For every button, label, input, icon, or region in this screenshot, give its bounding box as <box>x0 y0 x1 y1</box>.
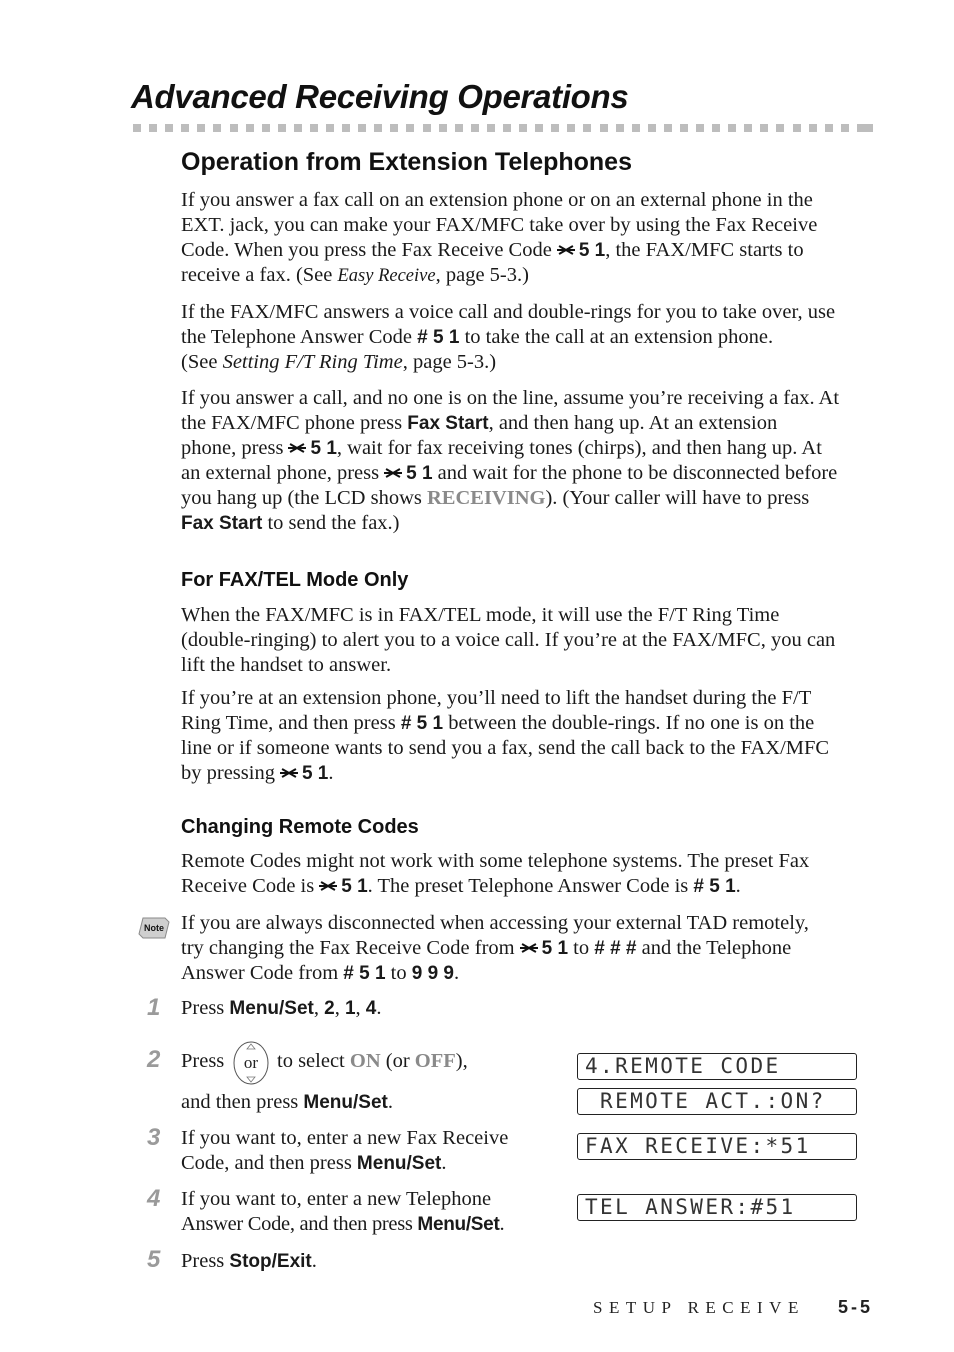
step-number: 3 <box>147 1124 161 1151</box>
paragraph-remote-codes <box>181 849 881 899</box>
lcd-display-line: REMOTE ACT.:ON? <box>577 1088 857 1115</box>
rule-dot <box>664 124 672 132</box>
rule-dot <box>246 124 254 132</box>
note-icon <box>138 916 170 940</box>
text-line: Code. When you press the Fax Receive Code 5 1, the FAX/MFC starts to <box>181 239 804 261</box>
rule-dot <box>865 124 873 132</box>
rule-dot <box>165 124 173 132</box>
text-line: If you’re at an extension phone, you’ll need to lift the handset during the F/T <box>181 687 812 709</box>
text-line: If the FAX/MFC answers a voice call and double-rings for you to take over, use <box>181 301 836 323</box>
star-key-icon <box>280 766 298 780</box>
text-line: phone, press 5 1, wait for fax receiving tones (chirps), and then hang up. At <box>181 437 822 459</box>
text-line: If you are always disconnected when accessing your external TAD remotely, <box>181 912 809 934</box>
rule-dot <box>503 124 511 132</box>
star-key-icon <box>319 879 337 893</box>
rule-dot <box>583 124 591 132</box>
rule-dot <box>278 124 286 132</box>
note-icon-label: Note <box>144 923 164 933</box>
text-line: lift the handset to answer. <box>181 654 392 676</box>
rule-dot <box>696 124 704 132</box>
rule-dot <box>471 124 479 132</box>
lcd-display-line: 4.REMOTE CODE <box>577 1053 857 1080</box>
rule-dot <box>680 124 688 132</box>
rule-dot <box>230 124 238 132</box>
text-line: EXT. jack, you can make your FAX/MFC take over by using the Fax Receive <box>181 214 818 236</box>
text-line: by pressing 5 1. <box>181 762 334 784</box>
chapter-title: Advanced Receiving Operations <box>131 78 629 115</box>
text-line: receive a fax. (See Easy Receive, page 5-3.) <box>181 264 529 286</box>
rule-dot <box>744 124 752 132</box>
text-line: Ring Time, and then press # 5 1 between the double-rings. If no one is on the <box>181 712 815 734</box>
subsection-title-remote-codes: Changing Remote Codes <box>181 816 419 838</box>
subsection-title-fax-tel: For FAX/TEL Mode Only <box>181 569 409 591</box>
rule-dot <box>567 124 575 132</box>
rule-dot <box>262 124 270 132</box>
lcd-display-line: FAX RECEIVE:*51 <box>577 1133 857 1160</box>
star-key-icon <box>384 466 402 480</box>
paragraph-fax-tel-mode <box>181 603 881 678</box>
rule-dot <box>455 124 463 132</box>
dotted-rule <box>133 124 873 132</box>
text-line: Receive Code is 5 1. The preset Telephone Answer Code is # 5 1. <box>181 875 741 897</box>
rule-dot <box>551 124 559 132</box>
rule-dot <box>342 124 350 132</box>
rule-dot <box>487 124 495 132</box>
text-line: If you answer a fax call on an extension phone or on an external phone in the <box>181 189 813 211</box>
text-line: you hang up (the LCD shows RECEIVING). (Your caller will have to press <box>181 487 810 509</box>
step-1-text: Press Menu/Set, 2, 1, 4. <box>181 997 382 1019</box>
text-line: When the FAX/MFC is in FAX/TEL mode, it will use the F/T Ring Time <box>181 604 780 626</box>
rule-dot <box>648 124 656 132</box>
rule-dot <box>181 124 189 132</box>
rule-dot <box>600 124 608 132</box>
text-line: the FAX/MFC phone press Fax Start, and then hang up. At an extension <box>181 412 778 434</box>
rule-dot <box>616 124 624 132</box>
rule-dot <box>825 124 833 132</box>
up-down-arrow-key-icon <box>232 1040 270 1086</box>
step-5-text: Press Stop/Exit. <box>181 1250 317 1272</box>
step-number: 2 <box>147 1046 161 1073</box>
star-key-icon <box>557 243 575 257</box>
rule-dot <box>310 124 318 132</box>
note-text <box>181 911 881 986</box>
rule-dot <box>712 124 720 132</box>
step-2-then: and then press Menu/Set. <box>181 1091 393 1113</box>
star-key-icon <box>520 941 538 955</box>
rule-dot <box>809 124 817 132</box>
step-number: 4 <box>147 1185 161 1212</box>
paragraph-no-one-on-line <box>181 386 881 536</box>
rule-dot <box>793 124 801 132</box>
rule-dot <box>197 124 205 132</box>
rule-dot <box>519 124 527 132</box>
paragraph-extension-phone <box>181 686 881 786</box>
footer-page-number: 5-5 <box>838 1297 874 1317</box>
rule-dot <box>390 124 398 132</box>
text-line: (double-ringing) to alert you to a voice call. If you’re at the FAX/MFC, you can <box>181 629 836 651</box>
footer-section-name: SETUP RECEIVE <box>593 1298 805 1317</box>
rule-dot <box>776 124 784 132</box>
paragraph-intro <box>181 188 881 289</box>
paragraph-voice-call <box>181 300 881 375</box>
text-line: line or if someone wants to send you a fax, send the call back to the FAX/MFC <box>181 737 830 759</box>
text-line: (See Setting F/T Ring Time, page 5-3.) <box>181 351 497 373</box>
text-line: Answer Code from # 5 1 to 9 9 9. <box>181 962 460 984</box>
rule-dot <box>294 124 302 132</box>
star-key-icon <box>288 441 306 455</box>
rule-dot <box>326 124 334 132</box>
arrow-key-label: or <box>243 1053 259 1072</box>
rule-dot <box>406 124 414 132</box>
rule-dot <box>728 124 736 132</box>
step-2-select: to select ON (or OFF), <box>277 1050 468 1072</box>
text-line: try changing the Fax Receive Code from 5 1 to # # # and the Telephone <box>181 937 792 959</box>
rule-dot <box>760 124 768 132</box>
rule-dot <box>439 124 447 132</box>
step-4-text: If you want to, enter a new Telephone Answer Code, and then press Menu/Set. <box>181 1188 505 1235</box>
rule-dot <box>535 124 543 132</box>
rule-dot <box>857 124 865 132</box>
text-line: an external phone, press 5 1 and wait for the phone to be disconnected before <box>181 462 838 484</box>
rule-dot <box>423 124 431 132</box>
step-3-text: If you want to, enter a new Fax Receive Code, and then press Menu/Set. <box>181 1127 509 1174</box>
step-number: 1 <box>147 994 161 1021</box>
rule-dot <box>213 124 221 132</box>
text-line: the Telephone Answer Code # 5 1 to take the call at an extension phone. <box>181 326 774 348</box>
rule-dot <box>374 124 382 132</box>
rule-dot <box>632 124 640 132</box>
step-2-press: Press <box>181 1050 225 1072</box>
text-line: Remote Codes might not work with some telephone systems. The preset Fax <box>181 850 810 872</box>
rule-dot <box>133 124 141 132</box>
rule-dot <box>358 124 366 132</box>
text-line: If you answer a call, and no one is on the line, assume you’re receiving a fax. At <box>181 387 840 409</box>
text-line: Fax Start to send the fax.) <box>181 512 400 534</box>
rule-dot <box>149 124 157 132</box>
step-number: 5 <box>147 1246 161 1273</box>
section-title: Operation from Extension Telephones <box>181 148 632 176</box>
lcd-display-line: TEL ANSWER:#51 <box>577 1194 857 1221</box>
rule-dot <box>841 124 849 132</box>
